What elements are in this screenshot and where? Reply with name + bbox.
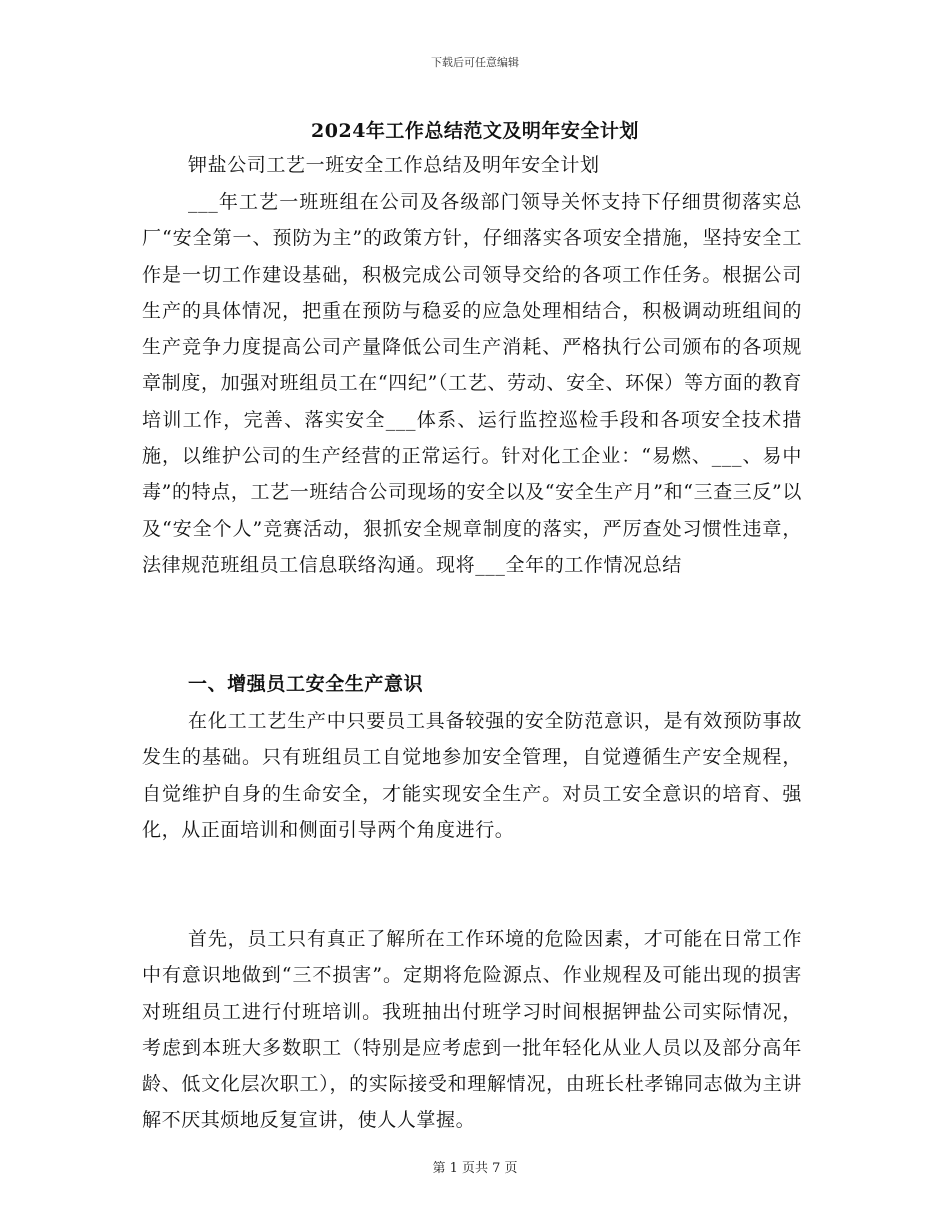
page-number: 第 1 页共 7 页 bbox=[432, 1161, 518, 1176]
section-paragraph: 首先，员工只有真正了解所在工作环境的危险因素，才可能在日常工作中有意识地做到“三不损害”。定期将危险源点、作业规程及可能出现的损害对班组员工进行付班培训。我班抽出付班学习时间根据钾盐公司实际情况，考虑到本班大多数职工（特别是应考虑到一批年轻化从业人员以及部分高年龄、低文化层次职工），的实际接受和理解情况，由班长杜孝锦同志做为主讲解不厌其烦地反复宣讲，使人人掌握。 bbox=[142, 928, 802, 1132]
intro-paragraph: ___年工艺一班班组在公司及各级部门领导关怀支持下仔细贯彻落实总厂“安全第一、预防为主”的政策方针，仔细落实各项安全措施，坚持安全工作是一切工作建设基础，积极完成公司领导交给的各项工作任务。根据公司生产的具体情况，把重在预防与稳妥的应急处理相结合，积极调动班组间的生产竞争力度提高公司产量降低公司生产消耗、严格执行公司颁布的各项规章制度，加强对班组员工在“四纪”（工艺、劳动、安全、环保）等方面的教育培训工作，完善、落实安全___体系、运行监控巡检手段和各项安全技术措施，以维护公司的生产经营的正常运行。针对化工企业：“易燃、___、易中毒”的特点，工艺一班结合公司现场的安全以及“安全生产月”和“三查三反”以及“安全个人”竞赛活动，狠抓安全规章制度的落实，严厉查处习惯性违章，法律规范班组员工信息联络沟通。现将___全年的工作情况总结 bbox=[142, 191, 802, 576]
header-note: 下载后可任意编辑 bbox=[431, 56, 519, 69]
section-heading: 一、增强员工安全生产意识 bbox=[188, 673, 424, 695]
document-title: 2024年工作总结范文及明年安全计划 bbox=[311, 120, 639, 142]
document-subtitle: 钾盐公司工艺一班安全工作总结及明年安全计划 bbox=[188, 154, 600, 176]
section-paragraph: 在化工工艺生产中只要员工具备较强的安全防范意识，是有效预防事故发生的基础。只有班组员工自觉地参加安全管理，自觉遵循生产安全规程，自觉维护自身的生命安全，才能实现安全生产。对员工安全意识的培育、强化，从正面培训和侧面引导两个角度进行。 bbox=[142, 710, 802, 841]
